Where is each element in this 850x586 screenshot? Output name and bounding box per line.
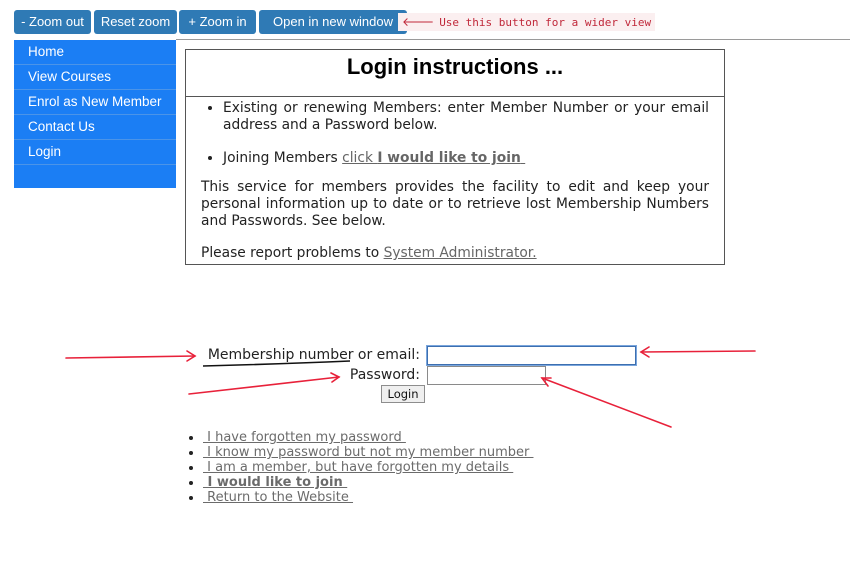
- sidebar-item-enrol[interactable]: Enrol as New Member: [14, 90, 176, 115]
- sidebar-nav: [14, 40, 176, 188]
- report-prefix: Please report problems to: [201, 245, 384, 261]
- password-input[interactable]: [427, 366, 546, 385]
- membership-number-label: Membership number or email:: [207, 347, 420, 363]
- sidebar-item-login[interactable]: Login: [14, 140, 176, 165]
- membership-number-input[interactable]: [427, 346, 636, 365]
- forgot-details-link[interactable]: I am a member, but have forgotten my details: [203, 460, 514, 475]
- sidebar-item-view-courses[interactable]: View Courses: [14, 65, 176, 90]
- reset-zoom-button[interactable]: Reset zoom: [94, 10, 177, 34]
- list-item: [203, 445, 533, 460]
- join-link[interactable]: [342, 150, 525, 166]
- annotation-arrow-membership-label: [66, 351, 195, 361]
- system-administrator-link[interactable]: System Administrator.: [383, 245, 537, 261]
- instruction-text: Joining Members: [223, 150, 343, 166]
- instructions-body: [201, 100, 709, 262]
- wider-view-hint: [398, 13, 655, 31]
- open-new-window-button[interactable]: Open in new window: [259, 10, 407, 34]
- instruction-joining-members: [223, 150, 709, 167]
- instruction-existing-members: [223, 100, 709, 134]
- list-item: [203, 460, 533, 475]
- service-description: This service for members provides the facility to edit and keep your personal information up to date or to retrieve lost Membership Numbers and Passwords. See below.: [201, 179, 709, 229]
- forgot-password-link[interactable]: I have forgotten my password: [203, 430, 406, 445]
- login-button[interactable]: Login: [381, 385, 425, 403]
- list-item: [203, 490, 533, 505]
- login-instructions-box: [185, 49, 725, 265]
- join-link-bold-text: I would like to join: [377, 150, 521, 166]
- header-divider: [176, 39, 850, 40]
- help-links-list: [185, 430, 533, 505]
- sidebar-item-home[interactable]: Home: [14, 40, 176, 65]
- join-link-lower[interactable]: I would like to join: [203, 475, 348, 490]
- hint-text: Use this button for a wider view: [439, 16, 652, 29]
- page-title: Login instructions ...: [186, 50, 724, 97]
- list-item: [203, 475, 533, 490]
- arrow-left-icon: 🡐: [402, 15, 435, 29]
- return-to-website-link[interactable]: Return to the Website: [203, 490, 354, 505]
- instruction-text: Existing or renewing Members: enter Member Number or your email address and a Password below.: [223, 100, 709, 133]
- sidebar-item-contact-us[interactable]: Contact Us: [14, 115, 176, 140]
- report-problems-text: [201, 245, 709, 262]
- zoom-out-button[interactable]: - Zoom out: [14, 10, 91, 34]
- forgot-member-number-link[interactable]: I know my password but not my member number: [203, 445, 534, 460]
- join-link-text: click: [342, 150, 378, 166]
- list-item: [203, 430, 533, 445]
- password-label: Password:: [349, 367, 420, 383]
- annotation-arrow-membership-input: [641, 347, 755, 357]
- annotation-arrow-password-input: [542, 378, 671, 427]
- zoom-in-button[interactable]: + Zoom in: [179, 10, 256, 34]
